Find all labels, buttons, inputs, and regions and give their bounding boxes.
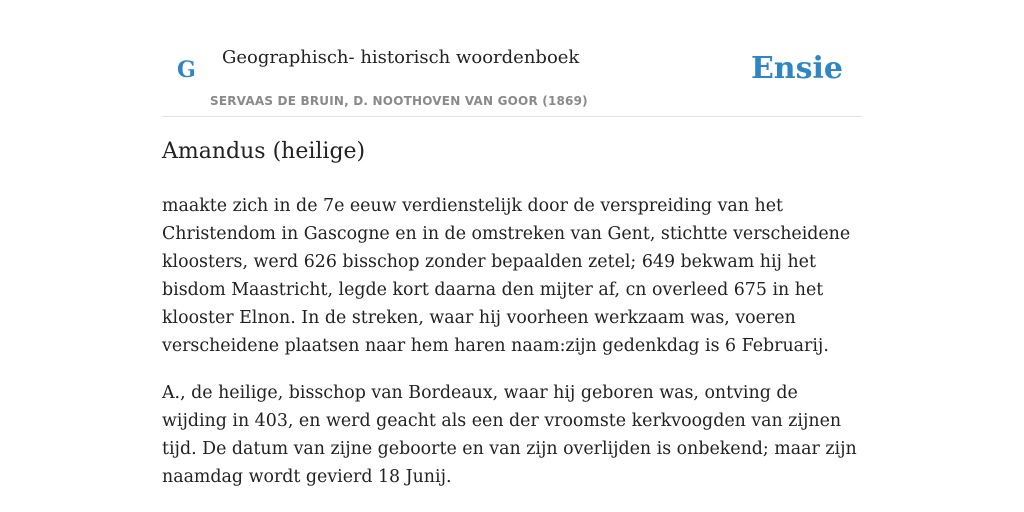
book-title-link[interactable]: Geographisch- historisch woordenboek (222, 47, 580, 68)
book-author: SERVAAS DE BRUIN, D. NOOTHOVEN VAN GOOR (1869) (210, 94, 588, 108)
entry-title: Amandus (heilige) (162, 139, 366, 164)
book-logo-icon[interactable]: G (177, 57, 196, 83)
entry-content (162, 192, 866, 510)
entry-paragraph-2: A., de heilige, bisschop van Bordeaux, waar hij geboren was, ontving de wijding in 403, en werd geacht als een der vroomste kerkvoogden van zijnen tijd. De datum van zijne geboorte en van zijn overlijden is onbekend; maar zijn naamdag wordt gevierd 18 Junij. (162, 383, 857, 487)
entry-paragraph-1: maakte zich in de 7e eeuw verdienstelijk door de verspreiding van het Christendom in Gascogne en in de omstreken van Gent, stichtte verscheidene kloosters, werd 626 bisschop zonder bepaalden zetel; 649 bekwam hij het bisdom Maastricht, legde kort daarna den mijter af, cn overleed 675 in het klooster Elnon. In de streken, waar hij voorheen werkzaam was, voeren verscheidene plaatsen naar hem haren naam:zijn gedenkdag is 6 Februarij. (162, 196, 851, 356)
book-header (162, 40, 862, 117)
ensie-logo-link[interactable]: Ensie (750, 51, 843, 86)
